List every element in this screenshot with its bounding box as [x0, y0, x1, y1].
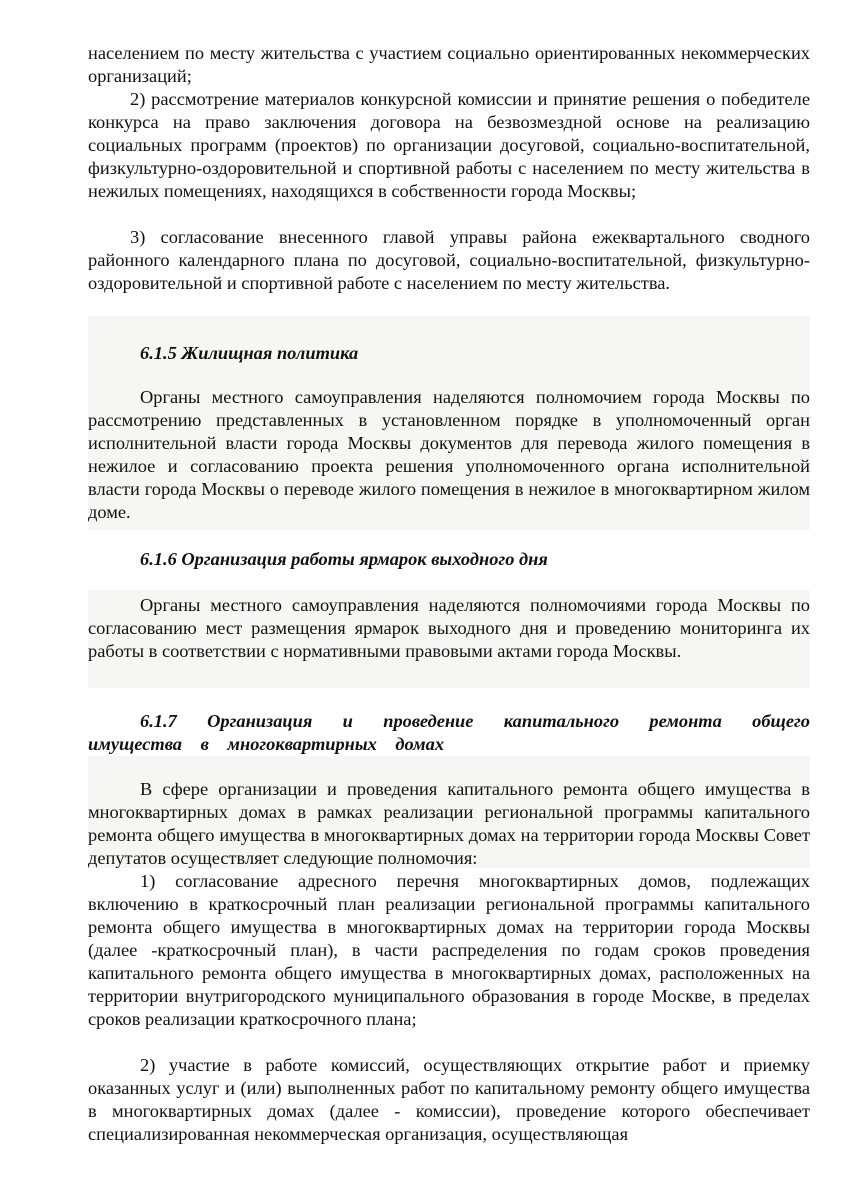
section-heading-6-1-7: 6.1.7 Организация и проведение капитального ремонта общего имущества в многоквартирных домах — [88, 711, 810, 754]
section-heading-6-1-5: 6.1.5 Жилищная политика — [140, 343, 359, 363]
list-item-3: 3) согласование внесенного главой управы района ежеквартального сводного районного календарного плана по досуговой, социально-воспитательной, физкультурно-оздоровительной и спортивной работе с населением по месту жительства. — [88, 227, 810, 293]
section-heading-6-1-6: 6.1.6 Организация работы ярмарок выходного дня — [140, 549, 548, 569]
list-item-6-1-7-1: 1) согласование адресного перечня многоквартирных домов, подлежащих включению в краткосрочный план реализации региональной программы капитального ремонта общего имущества в многоквартирных домах на территории города Москвы (далее -краткосрочный план), в части распределения по годам сроков проведения капитального ремонта общего имущества в многоквартирных домах, расположенных на территории внутригородского муниципального образования в городе Москве, в пределах сроков реализации краткосрочного плана; — [88, 871, 810, 1029]
paragraph-6-1-6: Органы местного самоуправления наделяются полномочиями города Москвы по согласованию мест размещения ярмарок выходного дня и проведению мониторинга их работы в соответствии с нормативными правовыми актами города Москвы. — [88, 595, 810, 661]
paragraph-6-1-5: Органы местного самоуправления наделяются полномочием города Москвы по рассмотрению представленных в установленном порядке в уполномоченный орган исполнительной власти города Москвы документов для перевода жилого помещения в нежилое и согласованию проекта решения уполномоченного органа исполнительной власти города Москвы о переводе жилого помещения в нежилое в многоквартирном жилом доме. — [88, 387, 810, 522]
paragraph-6-1-7: В сфере организации и проведения капитального ремонта общего имущества в многоквартирных домах в рамках реализации региональной программы капитального ремонта общего имущества в многоквартирных домах на территории города Москвы Совет депутатов осуществляет следующие полномочия: — [88, 779, 810, 868]
list-item-2: 2) рассмотрение материалов конкурсной комиссии и принятие решения о победителе конкурса на право заключения договора на безвозмездной основе на реализацию социальных программ (проектов) по организации досуговой, социально-воспитательной, физкультурно-оздоровительной и спортивной работы с населением по месту жительства в нежилых помещениях, находящихся в собственности города Москвы; — [88, 89, 810, 201]
paragraph-top: населением по месту жительства с участием социально ориентированных некоммерческих организаций; — [88, 43, 810, 86]
list-item-6-1-7-2: 2) участие в работе комиссий, осуществляющих открытие работ и приемку оказанных услуг и (или) выполненных работ по капитальному ремонту общего имущества в многоквартирных домах (далее - комиссии), проведение которого обеспечивает специализированная некоммерческая организация, осуществляющая — [88, 1055, 810, 1144]
